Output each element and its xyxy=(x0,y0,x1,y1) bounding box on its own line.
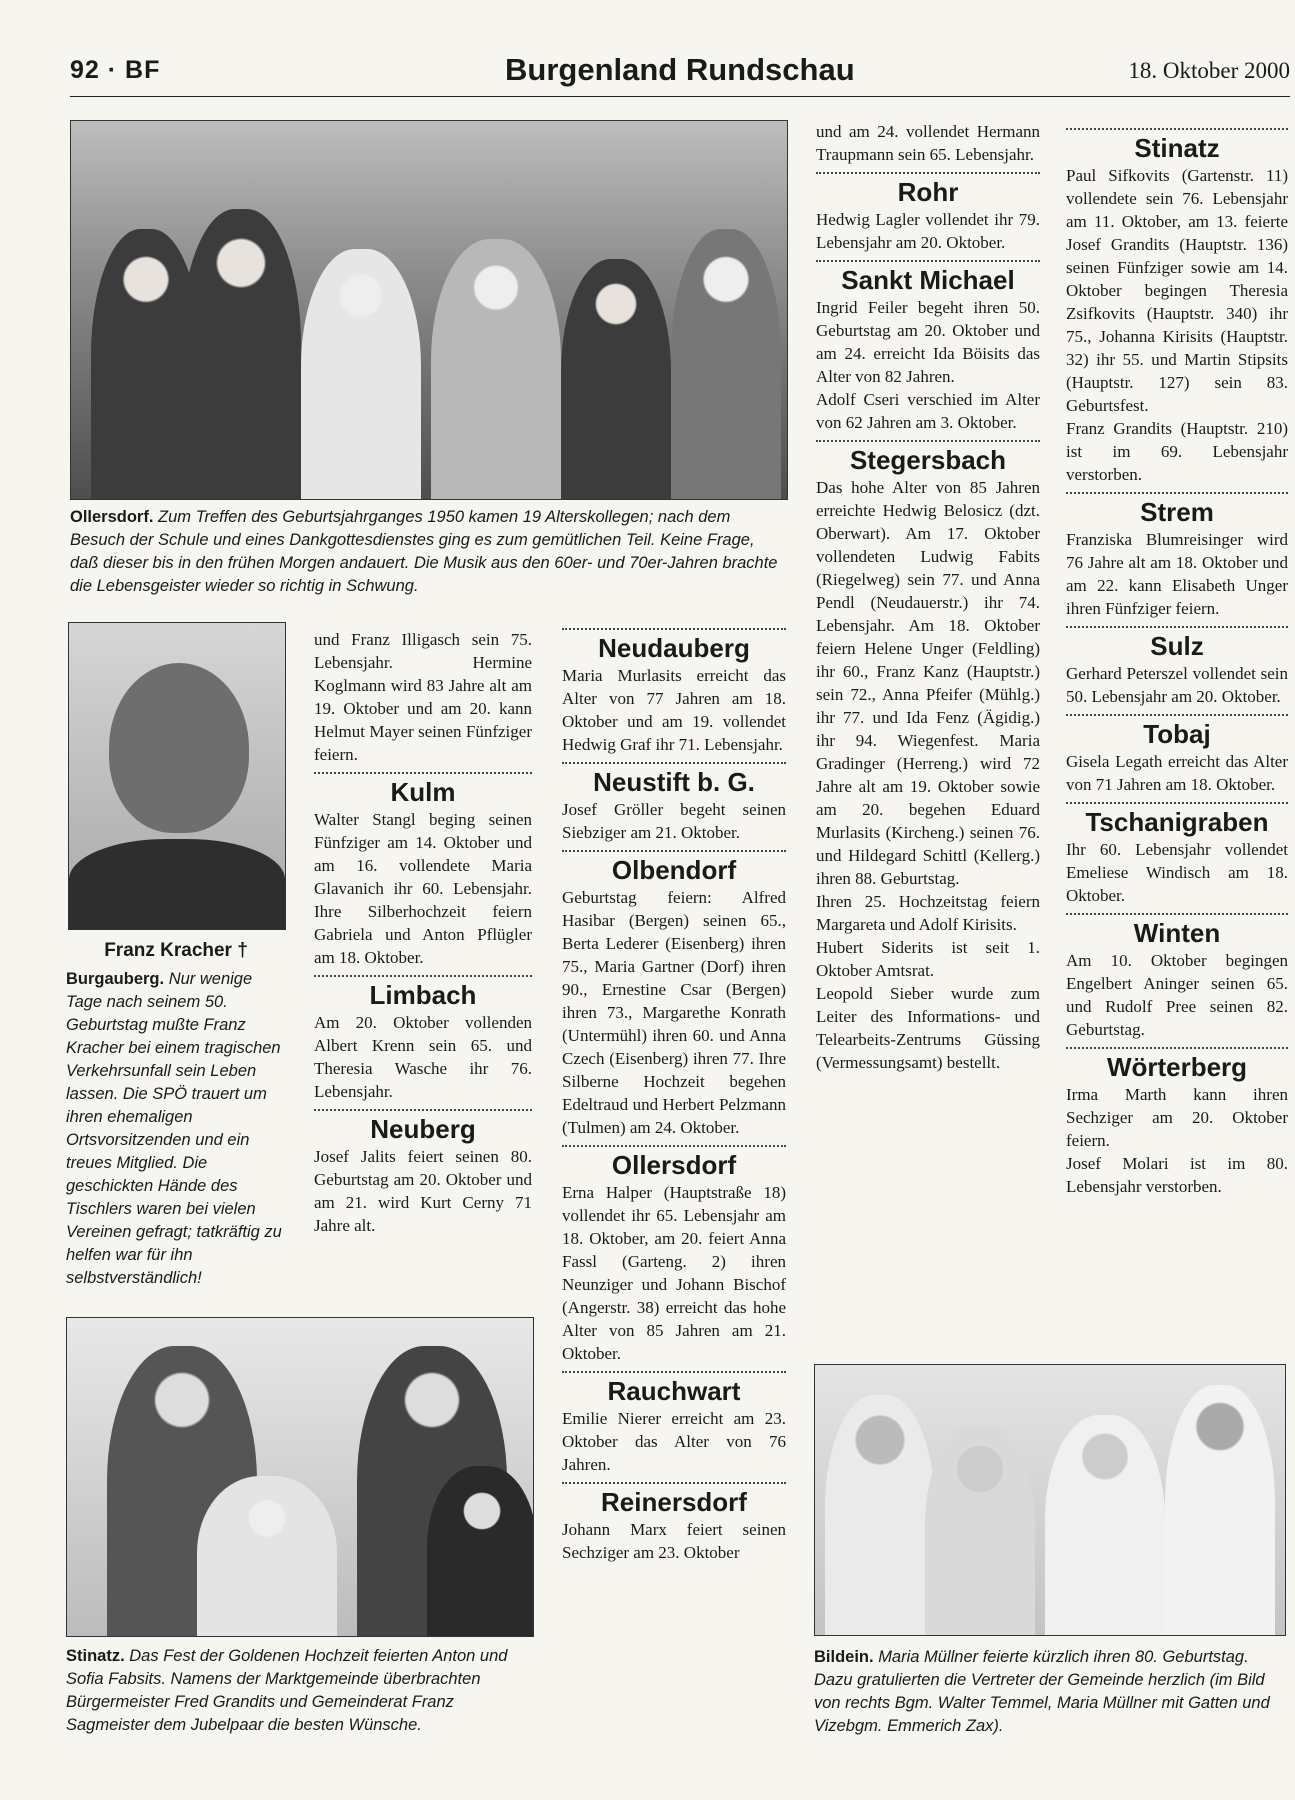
obituary-caption xyxy=(66,968,286,1290)
heading-neustift: Neustift b. G. xyxy=(562,762,786,798)
text-limbach: Am 20. Oktober vollenden Albert Krenn sein 65. und Theresia Wasche ihr 76. Lebensjahr. xyxy=(314,1013,532,1101)
heading-tschanigraben: Tschanigraben xyxy=(1066,802,1288,838)
page-number: 92 · BF xyxy=(70,56,161,84)
column-c-intro: und am 24. vollendet Hermann Traupmann sein 65. Lebensjahr. xyxy=(816,122,1040,164)
issue-date: 18. Oktober 2000 xyxy=(1128,58,1290,83)
heading-reinersdorf: Reinersdorf xyxy=(562,1482,786,1518)
text-stegersbach-3: Hubert Siderits ist seit 1. Oktober Amtsrat. xyxy=(816,938,1040,980)
photo-stinatz-golden-wedding xyxy=(66,1317,534,1637)
text-woerterberg-1: Irma Marth kann ihren Sechziger am 20. Oktober feiern. xyxy=(1066,1085,1288,1150)
heading-woerterberg: Wörterberg xyxy=(1066,1047,1288,1083)
heading-ollersdorf: Ollersdorf xyxy=(562,1145,786,1181)
text-reinersdorf: Johann Marx feiert seinen Sechziger am 23. Oktober xyxy=(562,1520,786,1562)
text-sankt-michael-2: Adolf Cseri verschied im Alter von 62 Jahren am 3. Oktober. xyxy=(816,390,1040,432)
obituary-text: Nur wenige Tage nach seinem 50. Geburtstag mußte Franz Kracher bei einem tragischen Verkehrsunfall sein Leben lassen. Die SPÖ trauert um ihren ehemaligen Ortsvorsitzenden und ein treues Mitglied. Die geschickten Hände des Tischlers waren bei vielen Vereinen gefragt; tatkräftig zu helfen war für ihn selbstverständlich! xyxy=(66,970,282,1287)
photo-bildein-birthday xyxy=(814,1364,1286,1636)
obituary-title: Franz Kracher † xyxy=(104,940,248,961)
text-tschanigraben: Ihr 60. Lebensjahr vollendet Emeliese Windisch am 18. Oktober. xyxy=(1066,840,1288,905)
caption-place: Ollersdorf. xyxy=(70,508,154,526)
text-stegersbach-1: Das hohe Alter von 85 Jahren erreichte Hedwig Belosicz (dzt. Oberwart). Am 17. Oktober vollendeten Ludwig Fabits (Riegelweg) sein 77. und Anna Pendl (Neudauerstr.) ihr 74. Lebensjahr. Am 18. Oktober feiern Helene Unger (Feldling) ihr 60., Franz Kanz (Hauptstr.) sein 72., Anna Pfeifer (Mühlg.) ihr 77. und Ida Fenz (Ägidig.) ihr 94. Wiegenfest. Maria Gradinger (Herreng.) wird 72 Jahre alt am 19. Oktober sowie am 20. begehen Eduard Murlasits (Kircheng.) seinen 76. und Hildegard Schittl (Kellerg.) ihren 88. Geburtstag. xyxy=(816,478,1040,888)
heading-neuberg: Neuberg xyxy=(314,1109,532,1145)
text-olbendorf: Geburtstag feiern: Alfred Hasibar (Bergen) seinen 65., Berta Lederer (Eisenberg) ihren 75., Maria Gartner (Dorf) ihren 90., Ernestine Csar (Bergen) ihren 73., Margarethe Konrath (Untermühl) ihren 60. und Anna Czech (Eisenberg) ihren 77. Ihre Silberne Hochzeit begehen Edeltraud und Herbert Pelzmann (Tulmen) am 24. Oktober. xyxy=(562,888,786,1137)
heading-neudauberg: Neudauberg xyxy=(562,628,786,664)
caption-bildein xyxy=(814,1646,1284,1738)
text-ollersdorf: Erna Halper (Hauptstraße 18) vollendet ihr 65. Lebensjahr am 18. Oktober, am 20. feiert Anna Fassl (Garteng. 2) ihren Neunziger und Johann Bischof (Angerstr. 38) erreicht das hohe Alter von 85 Jahren am 21. Oktober. xyxy=(562,1183,786,1363)
text-rauchwart: Emilie Nierer erreicht am 23. Oktober das Alter von 76 Jahren. xyxy=(562,1409,786,1474)
page-header xyxy=(70,52,1290,97)
heading-strem: Strem xyxy=(1066,492,1288,528)
heading-sankt-michael: Sankt Michael xyxy=(816,260,1040,296)
text-kulm: Walter Stangl beging seinen Fünfziger am 14. Oktober und am 16. vollendete Maria Glavanich ihr 60. Lebensjahr. Ihre Silberhochzeit feiern Gabriela und Anton Pflügler am 18. Oktober. xyxy=(314,810,532,967)
text-neuberg: Josef Jalits feiert seinen 80. Geburtstag am 20. Oktober und am 21. wird Kurt Cerny 71 Jahre alt. xyxy=(314,1147,532,1235)
heading-rohr: Rohr xyxy=(816,172,1040,208)
portrait-photo-franz-kracher xyxy=(68,622,286,930)
heading-stegersbach: Stegersbach xyxy=(816,440,1040,476)
heading-tobaj: Tobaj xyxy=(1066,714,1288,750)
text-sankt-michael-1: Ingrid Feiler begeht ihren 50. Geburtstag am 20. Oktober und am 24. erreicht Ida Böisits das Alter von 82 Jahren. xyxy=(816,298,1040,386)
caption-place: Stinatz. xyxy=(66,1647,125,1665)
text-stinatz-2: Franz Grandits (Hauptstr. 210) ist im 69. Lebensjahr verstorben. xyxy=(1066,419,1288,484)
caption-ollersdorf xyxy=(70,506,786,598)
column-a-intro: und Franz Illigasch sein 75. Lebensjahr. Hermine Koglmann wird 83 Jahre alt am 19. Oktober und am 20. kann Helmut Mayer seinen Fünfziger feiern. xyxy=(314,630,532,764)
text-strem: Franziska Blumreisinger wird 76 Jahre alt am 18. Oktober und am 22. kann Elisabeth Unger ihren Fünfziger feiern. xyxy=(1066,530,1288,618)
heading-winten: Winten xyxy=(1066,913,1288,949)
group-photo-ollersdorf xyxy=(70,120,788,500)
text-stegersbach-2: Ihren 25. Hochzeitstag feiern Margareta und Adolf Kirisits. xyxy=(816,892,1040,934)
column-b xyxy=(562,628,786,1564)
text-stegersbach-4: Leopold Sieber wurde zum Leiter des Informations- und Telearbeits-Zentrums Güssing (Vermessungsamt) bestellt. xyxy=(816,984,1040,1072)
text-neustift: Josef Gröller begeht seinen Siebziger am 21. Oktober. xyxy=(562,800,786,842)
text-tobaj: Gisela Legath erreicht das Alter von 71 Jahren am 18. Oktober. xyxy=(1066,752,1288,794)
newspaper-title: Burgenland Rundschau xyxy=(505,52,855,87)
heading-rauchwart: Rauchwart xyxy=(562,1371,786,1407)
text-winten: Am 10. Oktober begingen Engelbert Aninger seinen 65. und Rudolf Pree seinen 82. Geburtstag. xyxy=(1066,951,1288,1039)
text-stinatz-1: Paul Sifkovits (Gartenstr. 11) vollendete sein 76. Lebensjahr am 11. Oktober, am 13. feierte Josef Grandits (Hauptstr. 136) seinen Fünfziger sowie am 14. Oktober begingen Theresia Zsifkovits (Hauptstr. 340) ihr 75., Johanna Kirisits (Hauptstr. 32) ihr 55. und Martin Stipsits (Hauptstr. 127) sein 83. Geburtsfest. xyxy=(1066,166,1288,415)
heading-kulm: Kulm xyxy=(314,772,532,808)
column-a xyxy=(314,628,532,1237)
heading-stinatz: Stinatz xyxy=(1066,128,1288,164)
text-woerterberg-2: Josef Molari ist im 80. Lebensjahr verstorben. xyxy=(1066,1154,1288,1196)
heading-olbendorf: Olbendorf xyxy=(562,850,786,886)
text-rohr: Hedwig Lagler vollendet ihr 79. Lebensjahr am 20. Oktober. xyxy=(816,210,1040,252)
column-c xyxy=(816,120,1040,1074)
heading-limbach: Limbach xyxy=(314,975,532,1011)
caption-text: Maria Müllner feierte kürzlich ihren 80. Geburtstag. Dazu gratulierten die Vertreter der Gemeinde herzlich (im Bild von rechts Bgm. Walter Temmel, Maria Müllner mit Gatten und Vizebgm. Emmerich Zax). xyxy=(814,1648,1270,1735)
text-neudauberg: Maria Murlasits erreicht das Alter von 77 Jahren am 18. Oktober und am 19. vollendet Hedwig Graf ihr 71. Lebensjahr. xyxy=(562,666,786,754)
obituary-box xyxy=(66,940,286,1290)
column-d xyxy=(1066,128,1288,1198)
caption-text: Das Fest der Goldenen Hochzeit feierten Anton und Sofia Fabsits. Namens der Marktgemeinde überbrachten Bürgermeister Fred Grandits und Gemeinderat Franz Sagmeister dem Jubelpaar die besten Wünsche. xyxy=(66,1647,508,1734)
caption-text: Zum Treffen des Geburtsjahrganges 1950 kamen 19 Alterskollegen; nach dem Besuch der Schule und eines Dankgottesdienstes ging es zum gemütlichen Teil. Keine Frage, daß dieser bis in den frühen Morgen andauert. Die Musik aus den 60er- und 70er-Jahren brachte die Lebensgeister wieder so richtig in Schwung. xyxy=(70,508,778,595)
caption-stinatz xyxy=(66,1645,532,1737)
caption-place: Bildein. xyxy=(814,1648,874,1666)
text-sulz: Gerhard Peterszel vollendet sein 50. Lebensjahr am 20. Oktober. xyxy=(1066,664,1288,706)
heading-sulz: Sulz xyxy=(1066,626,1288,662)
obituary-place: Burgauberg. xyxy=(66,970,165,988)
